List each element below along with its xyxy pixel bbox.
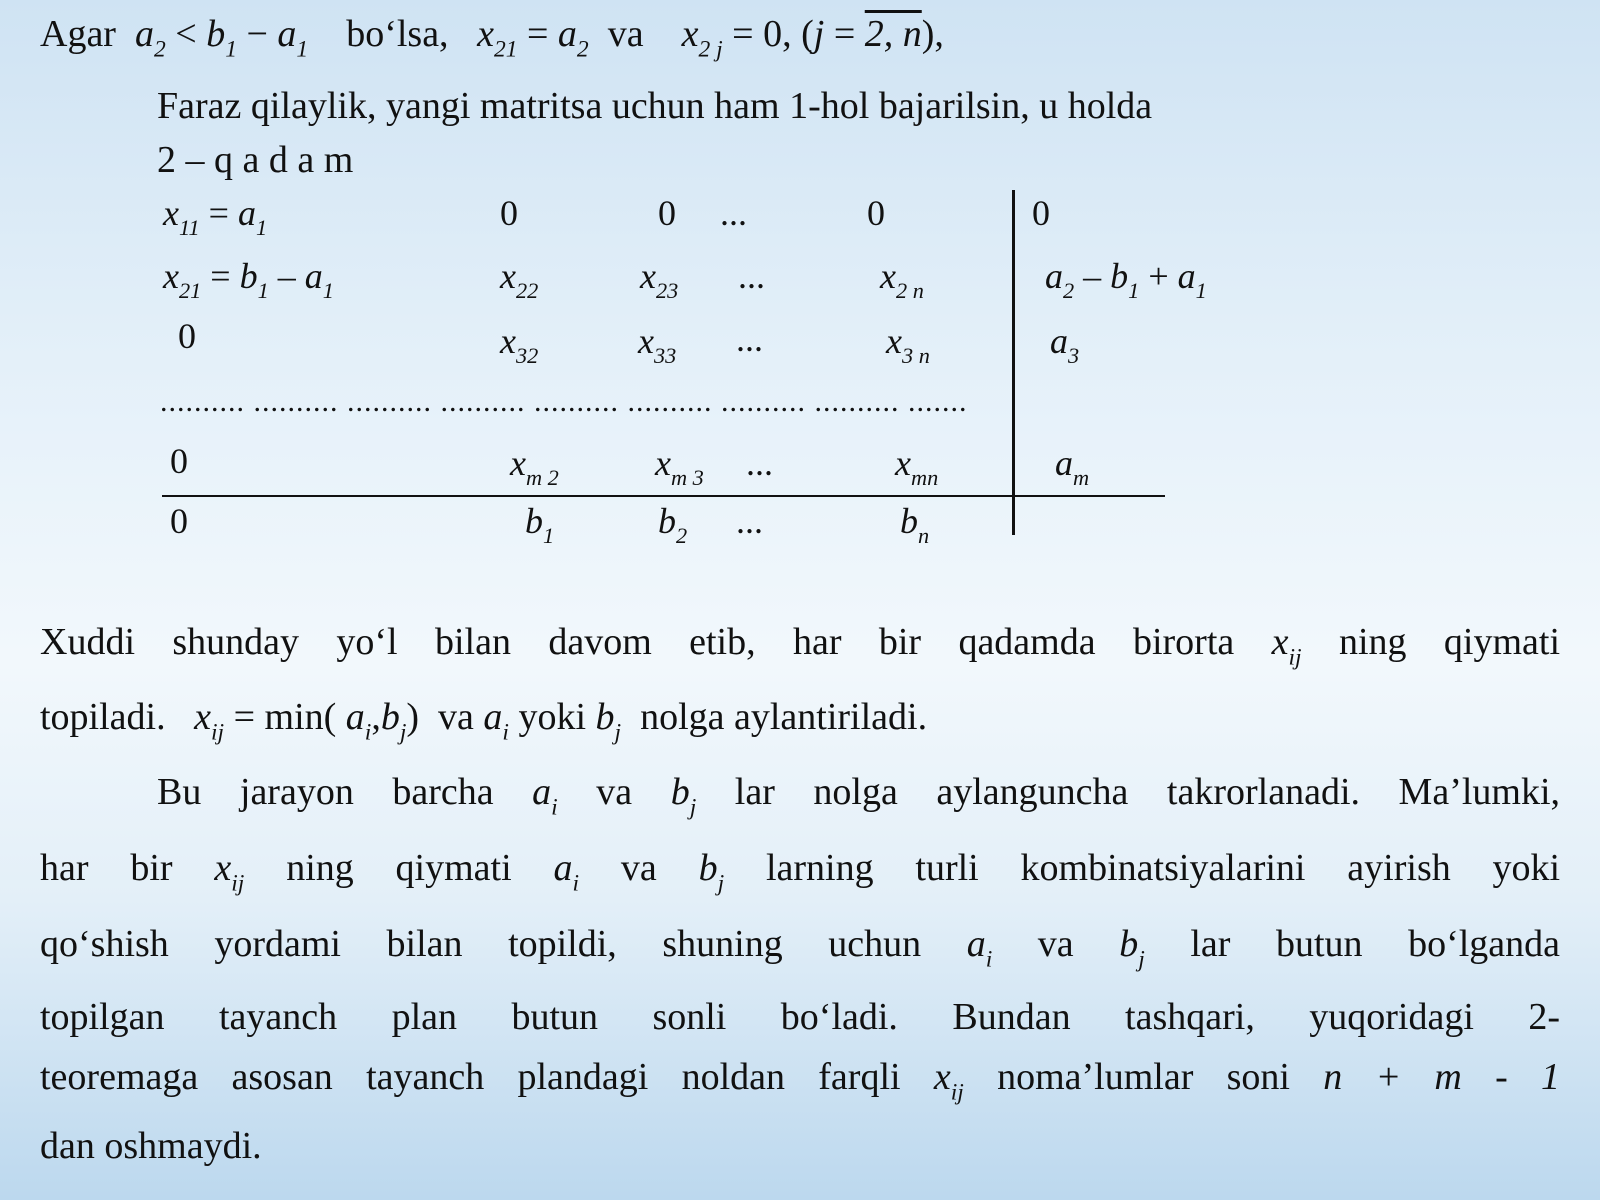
cell-rmc2: $x_{m 2}$ [510,443,559,491]
var-a: a [277,13,297,55]
cell-rmc5: $x_{mn}$ [895,443,939,491]
count-expr: n + m - 1 [1323,1056,1561,1098]
step-title: 2 – q a d a m [157,139,354,181]
text-part: va [620,847,657,889]
equals: = [526,13,549,55]
cell-rbc5: $b_n$ [900,501,930,549]
cell-r1c5: 0 [867,193,885,233]
cell-rmc1: 0 [170,441,188,481]
text-part: va [438,696,474,738]
word-agar: Agar [40,13,116,55]
text-line-1 [40,620,1560,672]
text-part: Bu jarayon barcha [157,771,494,813]
text-part: yoki [518,696,587,738]
cell-r3c1: 0 [178,316,196,356]
cell-r3c2: $x_{32}$ [500,321,539,369]
text-line-2: topiladi. $x_{ij} = \min$( $a_i,b_j$) va $a_i$ yoki $b_j$ nolga aylantiriladi. [40,696,928,746]
text-part: larning turli kombinatsiyalarini ayirish yoki [765,847,1561,889]
var-xij: $x_{ij}$ [194,696,225,746]
cell-rbc4: ... [736,501,763,541]
text-line-6: topilgan tayanch plan butun sonli bo‘ladi. Bundan tashqari, yuqoridagi 2- [40,996,1560,1038]
subscript: 21 [493,36,518,63]
text-line-5 [40,922,1560,974]
eq-zero: = 0, ( [732,13,814,55]
text-part: Xuddi shunday yo‘l bilan davom etib, har bir qadamda birorta [40,621,1235,663]
text-part: lar nolga aylanguncha takrorlanadi. Ma’lumki, [734,771,1561,813]
text-part: va [596,771,633,813]
var-ai: $a_i$ [345,696,372,746]
cell-r2c3: $x_{23}$ [640,256,679,304]
word-va: va [607,13,644,55]
var-bj: $b_j$ [380,696,407,746]
var-x: x [477,13,494,55]
cell-r3c6: $a_3$ [1050,321,1080,369]
cell-r1c3: 0 [658,193,676,233]
cell-r2c1: $x_{21} = b_1 - a_1$ [163,256,334,304]
text-line-7 [40,1055,1560,1107]
var-bj: $b_j$ [1119,923,1145,973]
text-part: ning qiymati [286,847,512,889]
var-ai: $a_i$ [483,696,509,746]
close-paren: ), [921,13,944,55]
cell-r3c5: $x_{3 n}$ [886,321,930,369]
text-part: va [1037,923,1074,965]
subscript: 2 j [698,36,723,63]
intro-text: Faraz qilaylik, yangi matritsa uchun ham 1-hol bajarilsin, u holda [157,85,1153,127]
var-ai: $a_i$ [966,923,993,973]
var-bj: $b_j$ [670,771,697,821]
vertical-divider [1012,190,1015,535]
var-b: b [206,13,226,55]
cell-rbc2: $b_1$ [525,501,555,549]
cell-r2c6: $a_2 - b_1 + a_1$ [1045,256,1207,304]
cell-r3c3: $x_{33}$ [638,321,677,369]
var-x: x [681,13,699,55]
subscript: 2 [576,36,589,63]
cell-r2c2: $x_{22}$ [500,256,539,304]
minus: − [246,13,268,55]
word-bolsa: bo‘lsa, [346,13,449,55]
text-part: lar butun bo‘lganda [1190,923,1561,965]
text-part: teoremaga asosan tayanch plandagi noldan farqli [40,1056,901,1098]
text-line-8: dan oshmaydi. [40,1125,262,1167]
var-a: a [557,13,577,55]
cell-rbc3: $b_2$ [658,501,688,549]
cell-r1c1: $x_{11} = a_1$ [163,193,268,241]
less-than: < [175,13,197,55]
subscript: 1 [296,36,309,63]
var-xij: $x_{ij}$ [214,847,245,897]
text-part: ning qiymati [1338,621,1561,663]
condition-line [40,12,944,64]
cell-r2c5: $x_{2 n}$ [880,256,924,304]
equals: = [833,13,856,55]
cell-r1c4: ... [720,193,747,233]
subscript: 1 [225,36,237,63]
cell-r3c4: ... [736,319,763,359]
cell-rbc1: 0 [170,501,188,541]
var-ai: $a_i$ [532,771,558,821]
text-part: qo‘shish yordami bilan topildi, shuning uchun [40,923,922,965]
range: 2, n [864,13,922,55]
cell-rmc4: ... [746,443,773,483]
var-j: j [813,13,825,55]
ellipsis-row: .......... .......... .......... .......... .......... .......... .......... .......... ....... [160,385,968,418]
text-part: topiladi. [40,696,166,738]
text-line-4 [40,846,1560,898]
cell-r1c6: 0 [1032,193,1050,233]
cell-r2c4: ... [738,256,765,296]
var-a: a [134,13,154,55]
text-part: har bir [40,847,173,889]
var-bj: $b_j$ [595,696,622,746]
var-bj: $b_j$ [698,847,725,897]
horizontal-divider [162,495,1165,497]
text-part: nolga aylantiriladi. [640,696,928,738]
text-line-3 [157,770,1560,822]
min-expr: = min( [233,696,337,738]
cell-rmc3: $x_{m 3}$ [655,443,704,491]
var-ai: $a_i$ [553,847,580,897]
var-xij: $x_{ij}$ [1271,621,1302,671]
cell-rmc6: $a_m$ [1055,443,1090,491]
subscript: 2 [153,36,166,63]
cell-r1c2: 0 [500,193,518,233]
text-part: noma’lumlar soni [997,1056,1290,1098]
var-xij: $x_{ij}$ [933,1056,964,1106]
